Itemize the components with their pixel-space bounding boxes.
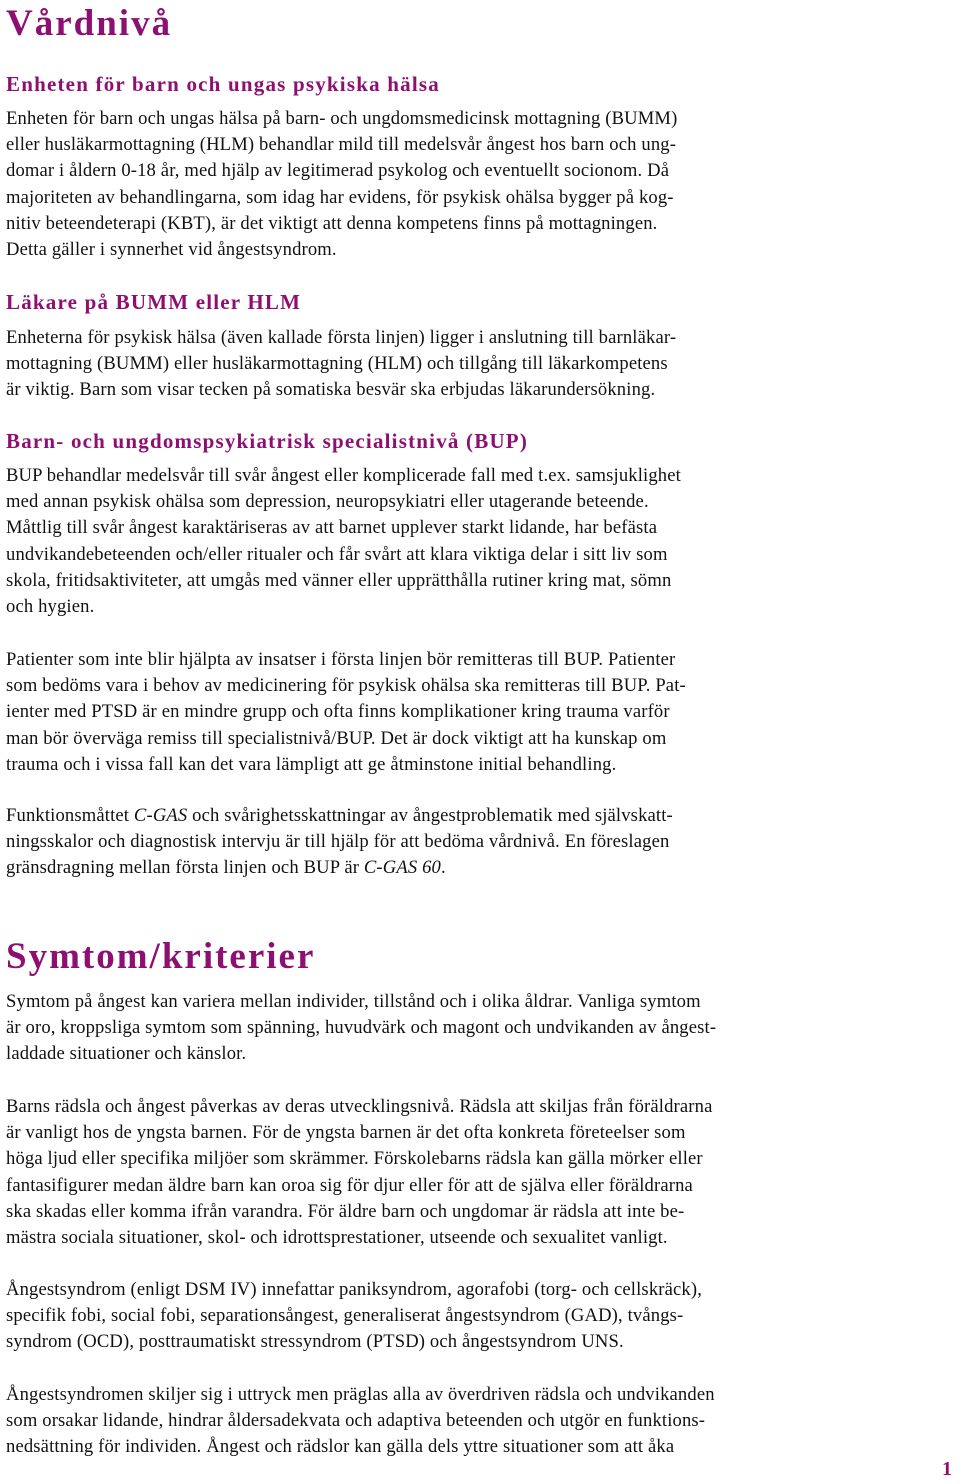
subheading-enheten: Enheten för barn och ungas psykiska hälsa: [6, 72, 440, 96]
text-segment: och svårighetsskattningar av ångestproblematik med självskatt-: [187, 805, 673, 826]
subheading-lakare: Läkare på BUMM eller HLM: [6, 290, 302, 314]
text-line: Ångestsyndromen skiljer sig i uttryck men präglas alla av överdriven rädsla och undvikanden: [6, 1384, 715, 1405]
subheading-bup: Barn- och ungdomspsykiatrisk specialistnivå (BUP): [6, 429, 529, 453]
text-line: Barns rädsla och ångest påverkas av deras utvecklingsnivå. Rädsla att skiljas från föräldrarna: [6, 1096, 713, 1117]
text-line: undvikandebeteenden och/eller ritualer och får svårt att klara viktiga delar i sitt liv som: [6, 543, 668, 565]
text-line: nitiv beteendeterapi (KBT), är det viktigt att denna kompetens finns på mottagningen.: [6, 212, 658, 234]
text-line: ienter med PTSD är en mindre grupp och ofta finns komplikationer kring trauma varför: [6, 701, 670, 723]
text-line: [6, 855, 956, 881]
text-line: [6, 803, 956, 829]
text-line: ningsskalor och diagnostisk intervju är till hjälp för att bedöma vårdnivå. En föreslagen: [6, 831, 670, 853]
cgas-term: C-GAS: [133, 805, 188, 826]
paragraph-symtom-1: [6, 989, 956, 1068]
text-line: specifik fobi, social fobi, separationsångest, generaliserat ångestsyndrom (GAD), tvångs-: [6, 1305, 684, 1327]
text-segment: Funktionsmåttet: [6, 805, 134, 826]
paragraph-symtom-2: [6, 1094, 956, 1251]
text-line: Symtom på ångest kan variera mellan individer, tillstånd och i olika åldrar. Vanliga symtom: [6, 991, 701, 1012]
paragraph-symtom-4: [6, 1382, 956, 1461]
text-line: Detta gäller i synnerhet vid ångestsyndrom.: [6, 238, 337, 260]
text-line: trauma och i vissa fall kan det vara lämpligt att ge åtminstone initial behandling.: [6, 753, 617, 775]
text-line: Ångestsyndrom (enligt DSM IV) innefattar paniksyndrom, agorafobi (torg- och cellskräck),: [6, 1279, 703, 1300]
text-line: domar i åldern 0-18 år, med hjälp av legitimerad psykolog och eventuellt socionom. Då: [6, 160, 670, 182]
cgas-threshold: C-GAS 60: [363, 857, 441, 879]
text-line: är vanligt hos de yngsta barnen. För de yngsta barnen är det ofta konkreta företeelser som: [6, 1122, 686, 1144]
page-number: 1: [942, 1458, 952, 1480]
text-line: är viktig. Barn som visar tecken på somatiska besvär ska erbjudas läkarundersökning.: [6, 379, 656, 401]
text-line: man bör överväga remiss till specialistnivå/BUP. Det är dock viktigt att ha kunskap om: [6, 727, 667, 749]
text-line: Enheten för barn och ungas hälsa på barn- och ungdomsmedicinsk mottagning (BUMM): [6, 108, 678, 129]
text-line: fantasifigurer medan äldre barn kan oroa sig för djur eller för att de själva eller föräldrarna: [6, 1174, 693, 1196]
text-line: nedsättning för individen. Ångest och rädslor kan gälla dels yttre situationer som att åka: [6, 1436, 675, 1458]
paragraph-bup-3: [6, 803, 956, 882]
text-line: syndrom (OCD), posttraumatiskt stressyndrom (PTSD) och ångestsyndrom UNS.: [6, 1331, 624, 1353]
text-line: som orsakar lidande, hindrar åldersadekvata och adaptiva beteenden och utgör en funktions-: [6, 1410, 706, 1432]
text-segment: gränsdragning mellan första linjen och BUP är: [6, 857, 364, 879]
text-line: Patienter som inte blir hjälpta av insatser i första linjen bör remitteras till BUP. Patienter: [6, 649, 676, 670]
paragraph-bup-2: [6, 647, 956, 778]
text-line: majoriteten av behandlingarna, som idag har evidens, för psykisk ohälsa bygger på kog-: [6, 186, 674, 208]
paragraph-bup-1: [6, 463, 956, 620]
text-line: ska skadas eller komma ifrån varandra. För äldre barn och ungdomar är rädsla att inte be-: [6, 1200, 685, 1222]
text-line: är oro, kroppsliga symtom som spänning, huvudvärk och magont och undvikanden av ångest-: [6, 1017, 717, 1039]
text-line: och hygien.: [6, 595, 95, 617]
section-title-symtom: Symtom/kriterier: [6, 936, 316, 977]
text-line: mästra sociala situationer, skol- och idrottsprestationer, utseende och sexualitet vanligt.: [6, 1226, 668, 1248]
text-line: höga ljud eller specifika miljöer som skrämmer. Förskolebarns rädsla kan gälla mörker eller: [6, 1148, 703, 1170]
text-line: med annan psykisk ohälsa som depression, neuropsykiatri eller utagerande beteende.: [6, 491, 649, 513]
text-line: mottagning (BUMM) eller husläkarmottagning (HLM) och tillgång till läkarkompetens: [6, 353, 668, 375]
paragraph-lakare: [6, 325, 956, 404]
text-line: skola, fritidsaktiviteter, att umgås med vänner eller upprätthålla rutiner kring mat, sömn: [6, 569, 672, 591]
text-segment: .: [440, 857, 446, 879]
text-line: laddade situationer och känslor.: [6, 1043, 247, 1065]
text-line: som bedöms vara i behov av medicinering för psykisk ohälsa ska remitteras till BUP. Pat-: [6, 675, 686, 697]
text-line: eller husläkarmottagning (HLM) behandlar mild till medelsvår ångest hos barn och ung-: [6, 134, 677, 156]
text-line: BUP behandlar medelsvår till svår ångest eller komplicerade fall med t.ex. samsjuklighet: [6, 465, 681, 486]
paragraph-enheten: [6, 106, 956, 263]
text-line: Måttlig till svår ångest karaktäriseras av att barnet upplever starkt lidande, har befästa: [6, 517, 658, 539]
paragraph-symtom-3: [6, 1277, 956, 1356]
section-title-vardniva: Vårdnivå: [6, 3, 173, 44]
text-line: Enheterna för psykisk hälsa (även kallade första linjen) ligger i anslutning till barnläkar-: [6, 327, 677, 348]
